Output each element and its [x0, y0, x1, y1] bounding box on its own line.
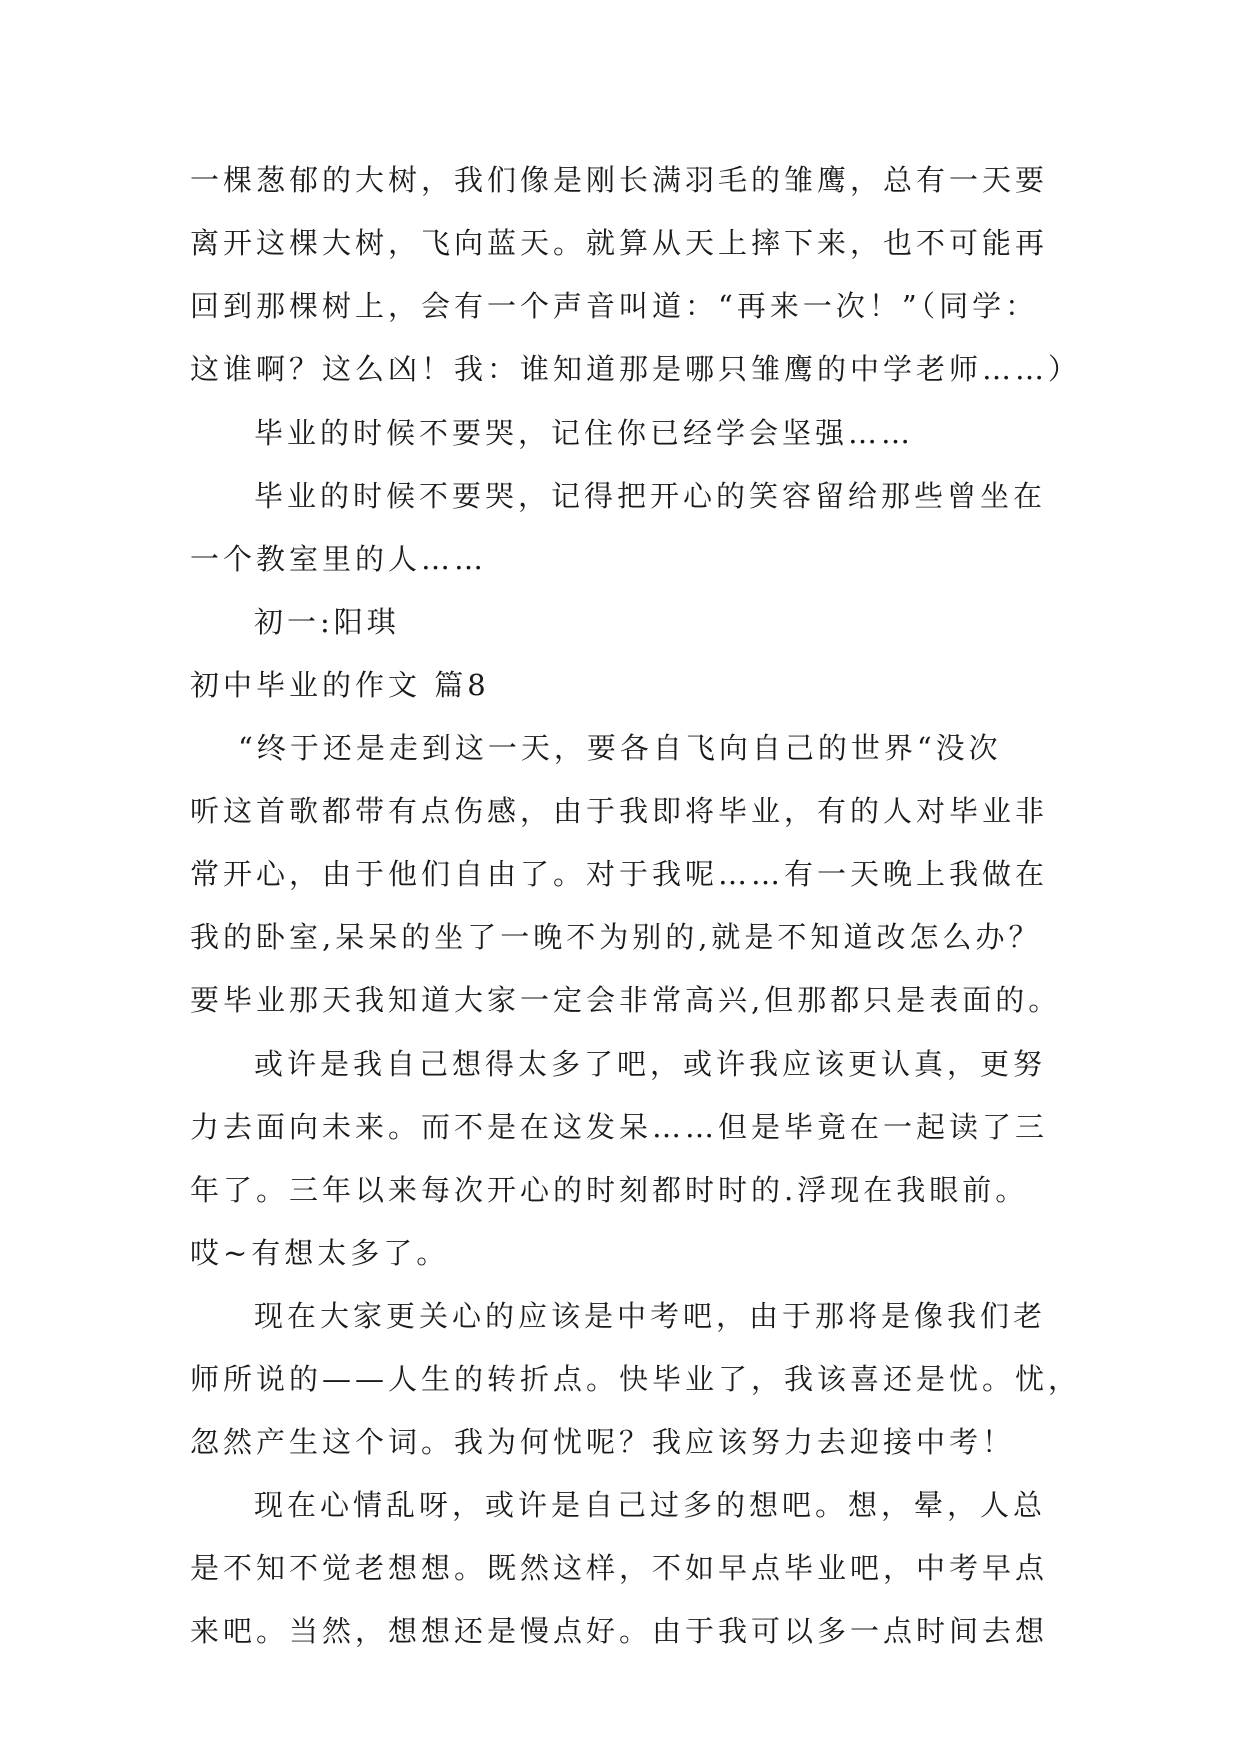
- text-line: 这谁啊？这么凶！我：谁知道那是哪只雏鹰的中学老师……）: [190, 352, 1082, 386]
- text-line: 来吧。当然，想想还是慢点好。由于我可以多一点时间去想: [190, 1614, 1049, 1648]
- text-line: 一棵葱郁的大树，我们像是刚长满羽毛的雏鹰，总有一天要: [190, 163, 1049, 197]
- author-line: 初一:阳琪: [254, 605, 400, 639]
- text-line: 我的卧室,呆呆的坐了一晚不为别的,就是不知道改怎么办？: [190, 920, 1042, 954]
- text-line: 要毕业那天我知道大家一定会非常高兴,但那都只是表面的。: [190, 983, 1062, 1017]
- text-line: 离开这棵大树，飞向蓝天。就算从天上摔下来，也不可能再: [190, 226, 1049, 260]
- paragraph-line: 现在大家更关心的应该是中考吧，由于那将是像我们老: [254, 1299, 1047, 1333]
- text-line: 哎~有想太多了。: [190, 1236, 450, 1270]
- text-line: 师所说的——人生的转折点。快毕业了，我该喜还是忧。忧，: [190, 1362, 1082, 1396]
- text-line: 年了。三年以来每次开心的时刻都时时的.浮现在我眼前。: [190, 1173, 1029, 1207]
- text-line: 听这首歌都带有点伤感，由于我即将毕业，有的人对毕业非: [190, 794, 1049, 828]
- text-line: 一个教室里的人……: [190, 542, 488, 576]
- paragraph-line: 毕业的时候不要哭，记得把开心的笑容留给那些曾坐在: [254, 479, 1047, 513]
- text-line: 忽然产生这个词。我为何忧呢？我应该努力去迎接中考！: [190, 1425, 1016, 1459]
- paragraph-line: “终于还是走到这一天，要各自飞向自己的世界“没次: [238, 731, 1002, 765]
- paragraph-line: 或许是我自己想得太多了吧，或许我应该更认真，更努: [254, 1047, 1047, 1081]
- text-line: 常开心，由于他们自由了。对于我呢……有一天晚上我做在: [190, 857, 1049, 891]
- section-heading: 初中毕业的作文 篇8: [190, 668, 490, 702]
- text-line: 是不知不觉老想想。既然这样，不如早点毕业吧，中考早点: [190, 1551, 1049, 1585]
- paragraph-line: 毕业的时候不要哭，记住你已经学会坚强……: [254, 416, 915, 450]
- text-line: 力去面向未来。而不是在这发呆……但是毕竟在一起读了三: [190, 1110, 1049, 1144]
- paragraph-line: 现在心情乱呀，或许是自己过多的想吧。想，晕，人总: [254, 1488, 1047, 1522]
- text-line: 回到那棵树上，会有一个声音叫道：“再来一次！”（同学：: [190, 289, 1039, 323]
